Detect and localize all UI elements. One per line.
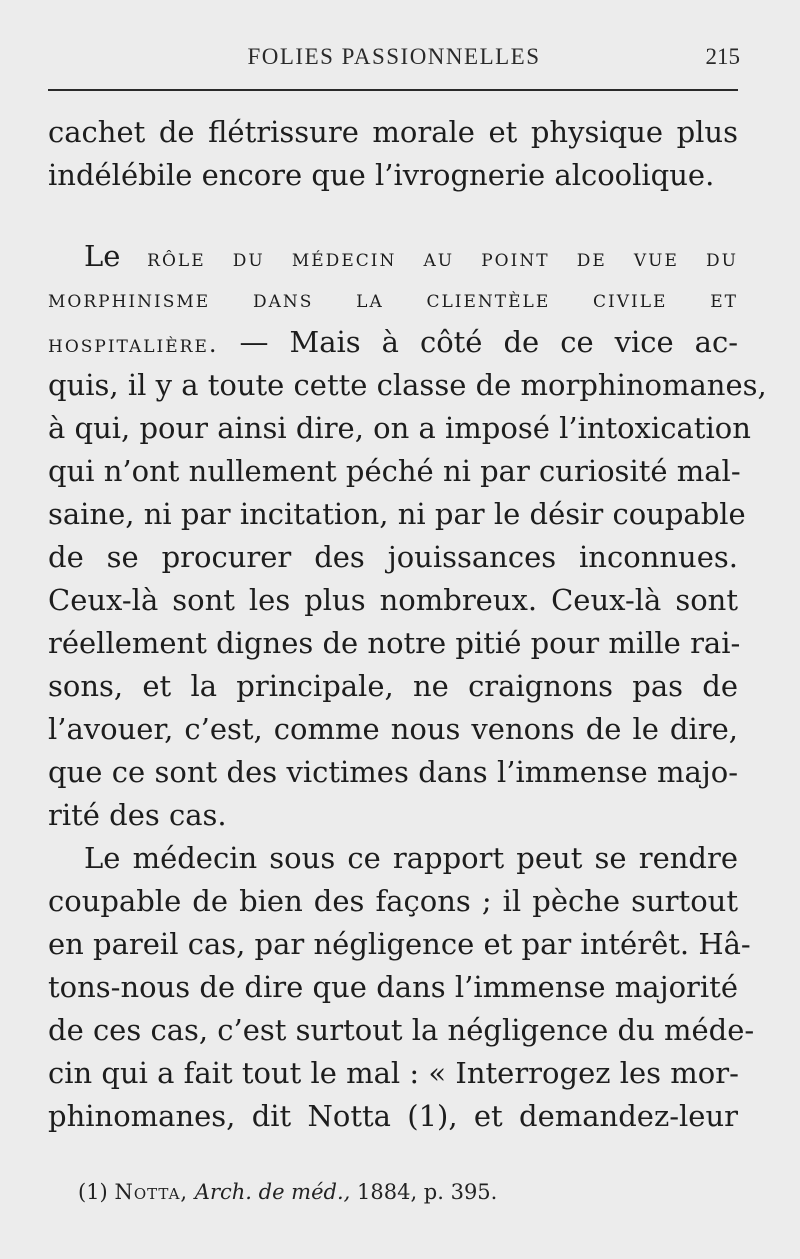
text-line: à qui, pour ainsi dire, on a imposé l’intoxication [48, 411, 751, 445]
page-number: 215 [705, 44, 740, 69]
section-heading-line-3 [48, 321, 738, 364]
text-line: l’avouer, c’est, comme nous venons de le dire, [48, 712, 738, 746]
footnote-marker: (1) [78, 1180, 108, 1204]
header-rule [48, 89, 738, 91]
text-line: coupable de bien des façons ; il pèche surtout [48, 884, 738, 918]
text-line: que ce sont des victimes dans l’immense majo- [48, 755, 738, 789]
section-heading-line-1 [48, 235, 738, 278]
text-line: qui n’ont nullement péché ni par curiosité mal- [48, 454, 741, 488]
footnote-author: Notta, [114, 1180, 189, 1204]
text-line: phinomanes, dit Notta (1), et demandez-leur [48, 1099, 738, 1133]
paragraph-gap [48, 197, 738, 235]
text-line: de ces cas, c’est surtout la négligence du méde- [48, 1013, 755, 1047]
text-line: de se procurer des jouissances inconnues. [48, 540, 738, 574]
text-line: saine, ni par incitation, ni par le désir coupable [48, 497, 746, 531]
section-heading-text: rôle du médecin au point de vue du [147, 244, 739, 272]
text-line: cachet de flétrissure morale et physique plus [48, 115, 738, 149]
text-line: sons, et la principale, ne craignons pas de [48, 669, 738, 703]
text-line: quis, il y a toute cette classe de morphinomanes, [48, 368, 767, 402]
text-line: en pareil cas, par négligence et par intérêt. Hâ- [48, 927, 751, 961]
text-line: Le médecin sous ce rapport peut se rendre [84, 841, 738, 875]
section-heading-cap: Le [84, 239, 121, 273]
section-heading-line-2: morphinisme dans la clientèle civile et [48, 285, 738, 313]
running-head [48, 40, 740, 80]
text-line: cin qui a fait tout le mal : « Interrogez les mor- [48, 1056, 739, 1090]
running-title: FOLIES PASSIONNELLES [247, 44, 541, 69]
text-line: Ceux-là sont les plus nombreux. Ceux-là sont [48, 583, 738, 617]
text-line: rité des cas. [48, 798, 227, 832]
footnote-citation: 1884, p. 395. [357, 1180, 498, 1204]
text-line: réellement dignes de notre pitié pour mille rai- [48, 626, 741, 660]
body-text [48, 111, 767, 1138]
text-line: indélébile encore que l’ivrognerie alcoolique. [48, 158, 715, 192]
section-heading-text: hospitalière. [48, 330, 219, 358]
footnote [78, 1180, 497, 1204]
footnote-journal: Arch. de méd., [194, 1180, 351, 1204]
text-run: — Mais à côté de ce vice ac- [218, 325, 738, 359]
text-line: tons-nous de dire que dans l’immense majorité [48, 970, 738, 1004]
